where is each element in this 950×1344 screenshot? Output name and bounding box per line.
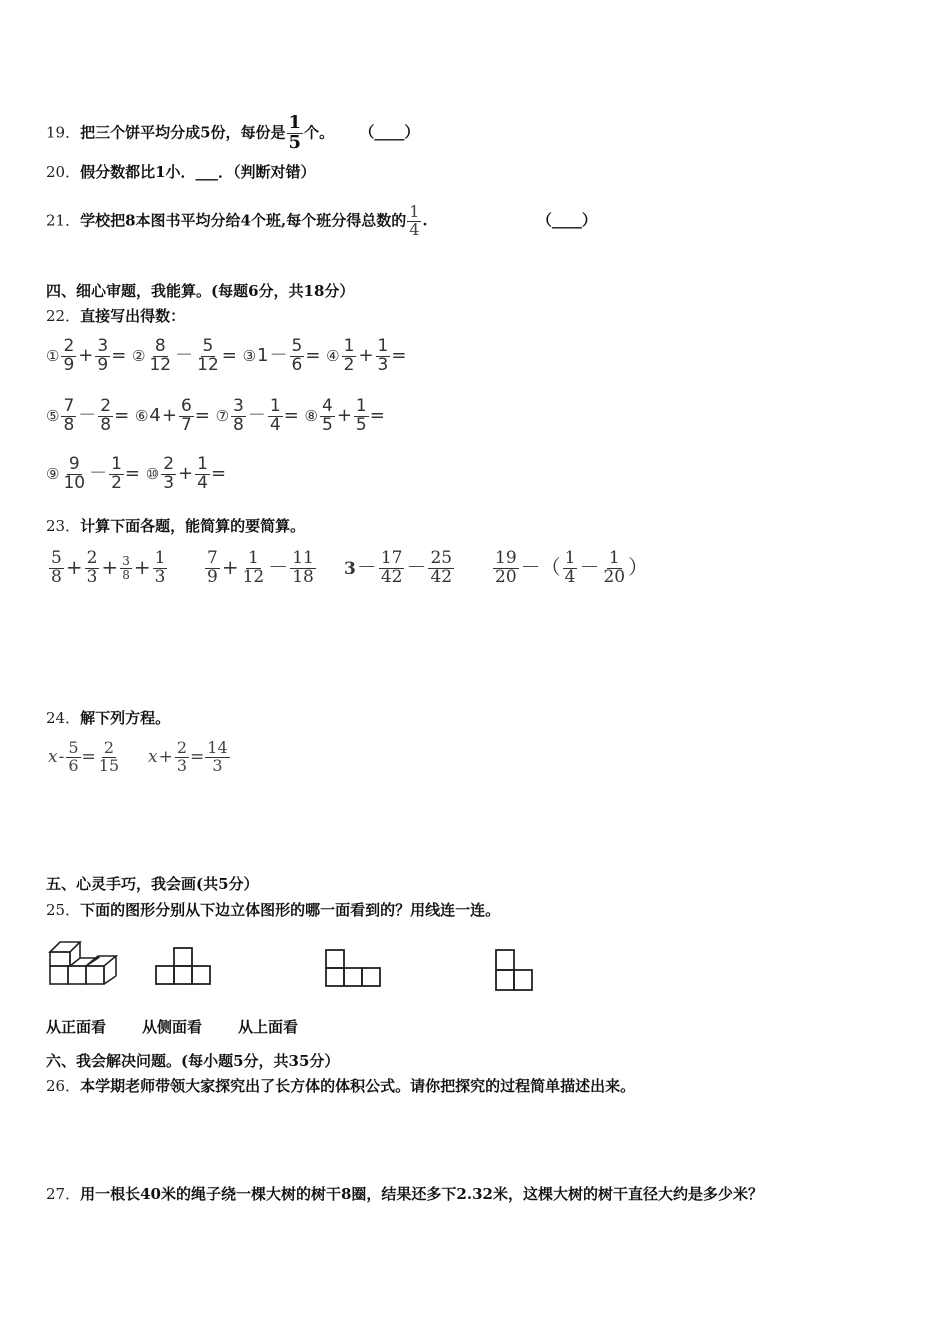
q24-equation-2: x+ $\frac{2}{3}$ = $\frac{14}{3}$ bbox=[148, 738, 228, 775]
label-front-view: 从正面看 bbox=[46, 1018, 107, 1036]
question-number: 20． bbox=[46, 163, 81, 181]
section-5-title: 五、心灵手巧，我会画(共5分） bbox=[46, 875, 259, 893]
item-1: ① $\frac{2}{9}$ + $\frac{3}{9}$ = bbox=[46, 336, 127, 375]
question-text: 学校把8本图书平均分给4个班,每个班分得总数的 bbox=[80, 211, 407, 230]
item-4: ④ $\frac{1}{2}$ + $\frac{1}{3}$ = bbox=[326, 336, 407, 375]
question-27: 27．用一根长40米的绳子绕一棵大树的树干8圈，结果还多下2.32米，这棵大树的树干直径大约是多少米？ bbox=[46, 1185, 763, 1203]
answer-paren[interactable]: （____） bbox=[536, 211, 597, 230]
item-8: ⑧ $\frac{4}{5}$ + $\frac{1}{5}$ = bbox=[304, 396, 385, 435]
label-side-view: 从侧面看 bbox=[142, 1018, 203, 1036]
question-text: 把三个饼平均分成5份，每份是 bbox=[80, 123, 286, 142]
fraction: $\frac{1}{4}$ bbox=[409, 202, 420, 239]
q22-row-2 bbox=[46, 398, 385, 435]
section-4-title: 四、细心审题，我能算。(每题6分，共18分） bbox=[46, 282, 355, 300]
solid-figure-drawing bbox=[46, 938, 120, 990]
q23-expression-1: $\frac{5}{8}$ + $\frac{2}{3}$ + $\frac{3}{8}$ + $\frac{1}{3}$ bbox=[51, 548, 166, 587]
q23-expression-2: $\frac{7}{9}$ + $\frac{1}{12}$ － $\frac{11}{18}$ bbox=[207, 548, 314, 587]
view-b-drawing bbox=[324, 944, 382, 990]
q22-row-1 bbox=[46, 338, 406, 375]
q22-row-3 bbox=[46, 456, 226, 493]
question-text-tail: 个。 bbox=[304, 123, 335, 142]
view-a-drawing bbox=[154, 942, 212, 988]
q24-equation-1: x- $\frac{5}{6}$ = $\frac{2}{15}$ bbox=[48, 738, 120, 775]
question-22: 22．直接写出得数： bbox=[46, 307, 186, 325]
item-3: ③1－ $\frac{5}{6}$ = bbox=[242, 336, 321, 375]
question-23: 23．计算下面各题，能简算的要简算。 bbox=[46, 517, 306, 535]
question-text: 假分数都比1小．___．（判断对错） bbox=[80, 163, 316, 181]
item-6: ⑥4+ $\frac{6}{7}$ = bbox=[134, 396, 210, 435]
q23-expression-4: $\frac{19}{20}$ －（ $\frac{1}{4}$ － $\frac{1}{20}$ ） bbox=[495, 548, 649, 587]
q23-expression-3: 3－ $\frac{17}{42}$ － $\frac{25}{42}$ bbox=[344, 548, 453, 587]
question-21: 21．学校把8本图书平均分给4个班,每个班分得总数的 $\frac{1}{4}$ . （____） bbox=[46, 202, 597, 239]
question-number: 19． bbox=[46, 123, 81, 142]
question-26: 26．本学期老师带领大家探究出了长方体的体积公式。请你把探究的过程简单描述出来。 bbox=[46, 1077, 636, 1095]
question-25: 25．下面的图形分别从下边立体图形的哪一面看到的？用线连一连。 bbox=[46, 901, 501, 919]
label-top-view: 从上面看 bbox=[238, 1018, 299, 1036]
item-7: ⑦ $\frac{3}{8}$ － $\frac{1}{4}$ = bbox=[215, 396, 299, 435]
question-24: 24．解下列方程。 bbox=[46, 709, 171, 727]
view-c-drawing bbox=[494, 944, 536, 994]
item-2: ② $\frac{8}{12}$ － $\frac{5}{12}$ = bbox=[132, 336, 237, 375]
section-6-title: 六、我会解决问题。(每小题5分，共35分） bbox=[46, 1052, 340, 1070]
question-19 bbox=[46, 114, 419, 153]
item-10: ⑩ $\frac{2}{3}$ + $\frac{1}{4}$ = bbox=[145, 454, 227, 493]
item-5: ⑤ $\frac{7}{8}$ － $\frac{2}{8}$ = bbox=[46, 396, 130, 435]
item-9: ⑨ $\frac{9}{10}$ － $\frac{1}{2}$ = bbox=[46, 454, 141, 493]
answer-paren[interactable]: （____） bbox=[359, 123, 420, 142]
question-number: 21． bbox=[46, 211, 81, 230]
fraction: $\frac{1}{5}$ bbox=[288, 112, 302, 153]
question-20 bbox=[46, 162, 316, 182]
